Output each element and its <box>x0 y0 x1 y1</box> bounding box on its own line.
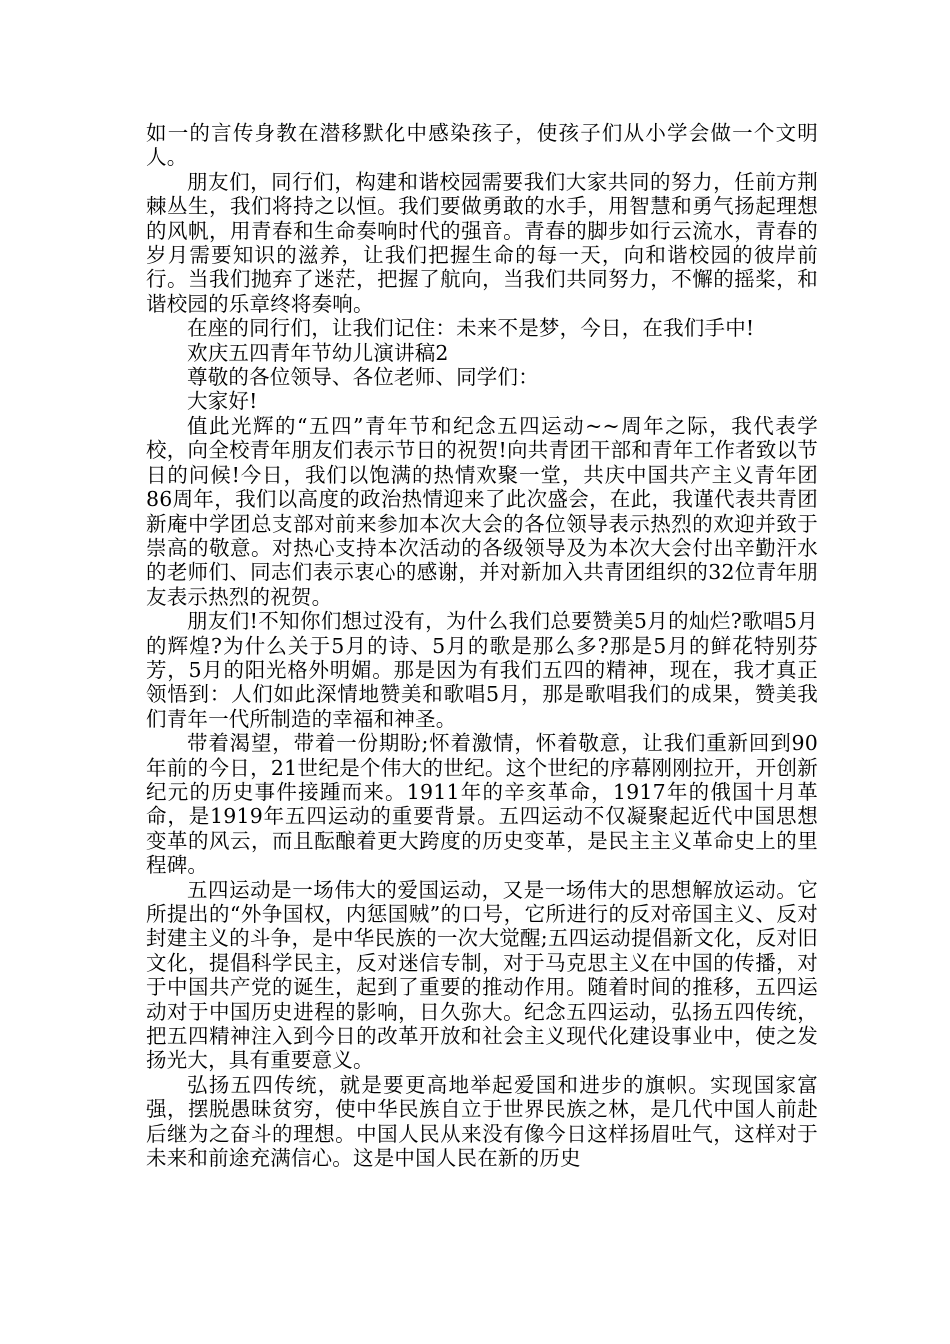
paragraph-9: 带着渴望，带着一份期盼;怀着激情，怀着敬意，让我们重新回到90年前的今日，21世纪是个伟大的世纪。这个世纪的序幕刚刚拉开，开创新纪元的历史事件接踵而来。1911年的辛亥革命，1917年的俄国十月革命，是1919年五四运动的重要背景。五四运动不仅凝聚起近代中国思想变革的风云，而且酝酿着更大跨度的历史变革，是民主主义革命史上的里程碑。 <box>146 731 818 878</box>
speech-title: 欢庆五四青年节幼儿演讲稿2 <box>187 340 449 365</box>
greeting: 大家好! <box>187 389 258 414</box>
paragraph-11: 弘扬五四传统，就是要更高地举起爱国和进步的旗帜。实现国家富强，摆脱愚昧贫穷，使中华民族自立于世界民族之林，是几代中国人前赴后继为之奋斗的理想。中国人民从来没有像今日这样扬眉吐气，这样对于未来和前途充满信心。这是中国人民在新的历史 <box>146 1072 818 1171</box>
document-body <box>146 121 818 1170</box>
paragraph-1: 如一的言传身教在潜移默化中感染孩子，使孩子们从小学会做一个文明人。 <box>146 121 818 170</box>
paragraph-10: 五四运动是一场伟大的爱国运动，又是一场伟大的思想解放运动。它所提出的“外争国权，内惩国贼”的口号，它所进行的反对帝国主义、反对封建主义的斗争，是中华民族的一次大觉醒;五四运动提倡新文化，反对旧文化，提倡科学民主，反对迷信专制，对于马克思主义在中国的传播，对于中国共产党的诞生，起到了重要的推动作用。随着时间的推移，五四运动对于中国历史进程的影响，日久弥大。纪念五四运动，弘扬五四传统，把五四精神注入到今日的改革开放和社会主义现代化建设事业中，使之发扬光大，具有重要意义。 <box>146 877 818 1073</box>
paragraph-8: 朋友们!不知你们想过没有，为什么我们总要赞美5月的灿烂?歌唱5月的辉煌?为什么关于5月的诗、5月的歌是那么多?那是5月的鲜花特别芬芳，5月的阳光格外明媚。那是因为有我们五四的精神，现在，我才真正领悟到：人们如此深情地赞美和歌唱5月，那是歌唱我们的成果，赞美我们青年一代所制造的幸福和神圣。 <box>146 609 818 731</box>
salutation: 尊敬的各位领导、各位老师、同学们： <box>187 365 539 390</box>
paragraph-7: 值此光辉的“五四”青年节和纪念五四运动~~周年之际，我代表学校，向全校青年朋友们表示节日的祝贺!向共青团干部和青年工作者致以节日的问候!今日，我们以饱满的热情欢聚一堂，共庆中国共产主义青年团86周年，我们以高度的政治热情迎来了此次盛会，在此，我谨代表共青团新庵中学团总支部对前来参加本次大会的各位领导表示热烈的欢迎并致于崇高的敬意。对热心支持本次活动的各级领导及为本次大会付出辛勤汗水的老师们、同志们表示衷心的感谢，并对新加入共青团组织的32位青年朋友表示热烈的祝贺。 <box>146 413 818 609</box>
paragraph-3: 在座的同行们，让我们记住：未来不是梦，今日，在我们手中! <box>187 316 755 341</box>
paragraph-2: 朋友们，同行们，构建和谐校园需要我们大家共同的努力，任前方荆棘丛生，我们将持之以恒。我们要做勇敢的水手，用智慧和勇气扬起理想的风帆，用青春和生命奏响时代的强音。青春的脚步如行云流水，青春的岁月需要知识的滋养，让我们把握生命的每一天，向和谐校园的彼岸前行。当我们抛弃了迷茫，把握了航向，当我们共同努力，不懈的摇桨，和谐校园的乐章终将奏响。 <box>146 169 818 316</box>
